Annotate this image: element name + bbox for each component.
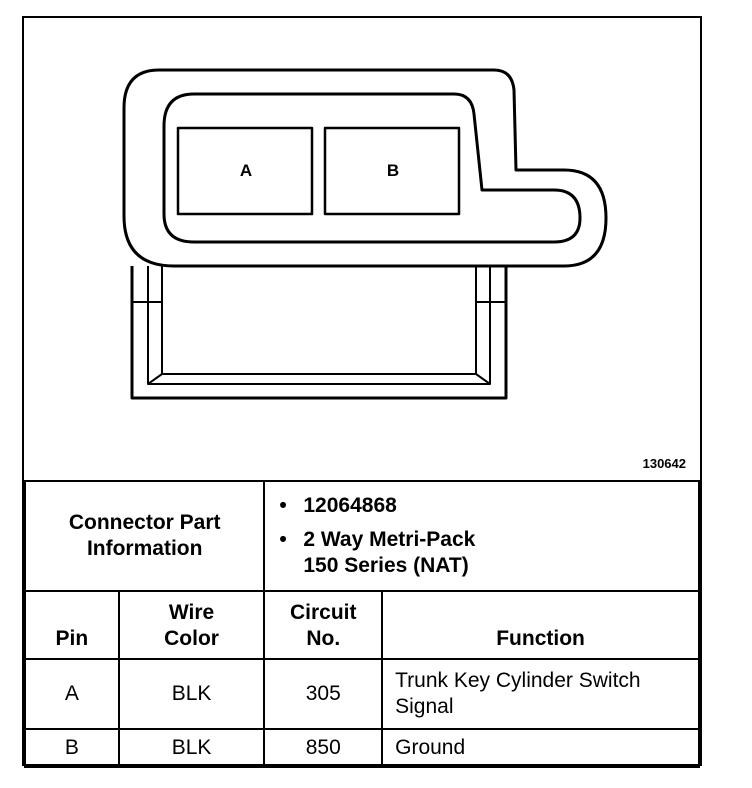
header-circuit-no: Circuit No.	[264, 591, 382, 659]
figure-id: 130642	[642, 456, 686, 471]
connector-info-item: • 12064868	[279, 494, 397, 517]
pinout-table	[24, 480, 700, 768]
connector-diagram	[24, 18, 700, 480]
connector-inner-outline	[164, 94, 580, 242]
connector-housing-outline	[124, 70, 606, 266]
connector-info-label: Connector Part Information	[25, 481, 264, 591]
pin-cell: A	[25, 659, 119, 729]
pin-cell: B	[25, 729, 119, 767]
circuit-cell: 305	[264, 659, 382, 729]
table-row	[25, 659, 699, 729]
header-pin: Pin	[25, 591, 119, 659]
table-header-row	[25, 591, 699, 659]
cavity-b-label: B	[386, 161, 400, 180]
function-cell: Ground	[382, 729, 699, 767]
table-row	[25, 729, 699, 767]
connector-frame	[22, 16, 702, 766]
header-wire-color: Wire Color	[119, 591, 265, 659]
connector-info-item: 150 Series (NAT)	[303, 554, 469, 577]
circuit-cell: 850	[264, 729, 382, 767]
connector-skirt	[132, 266, 506, 398]
connector-info-row	[25, 481, 699, 591]
wire-color-cell: BLK	[119, 729, 265, 767]
connector-info-list	[264, 481, 699, 591]
connector-info-item: • 2 Way Metri-Pack	[279, 528, 476, 551]
header-function: Function	[382, 591, 699, 659]
cavity-a-label: A	[239, 161, 253, 180]
wire-color-cell: BLK	[119, 659, 265, 729]
function-cell: Trunk Key Cylinder Switch Signal	[382, 659, 699, 729]
